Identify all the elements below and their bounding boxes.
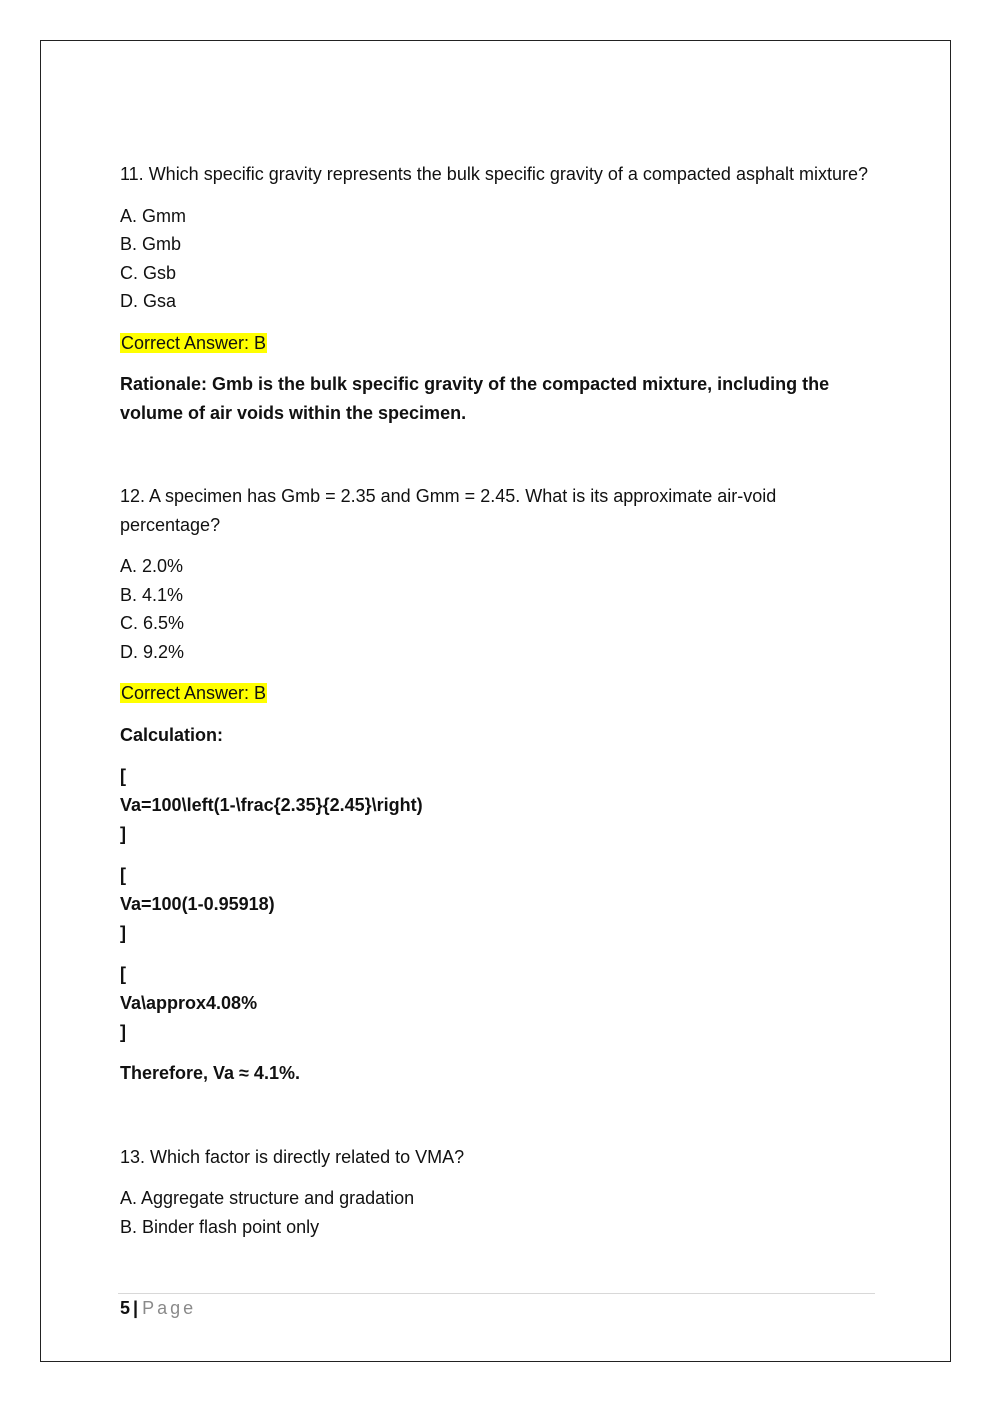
question-text: 13. Which factor is directly related to VMA? [120, 1146, 465, 1167]
option-a: A. Gmm [120, 205, 186, 226]
correct-answer [120, 329, 880, 358]
option-a: A. Aggregate structure and gradation [120, 1188, 415, 1208]
option-c: C. 6.5% [120, 613, 185, 633]
page-label: Page [142, 1298, 197, 1318]
page-number: 5 [120, 1298, 131, 1318]
option-list [120, 1184, 880, 1241]
option-d: D. Gsa [120, 291, 177, 311]
bracket-open: [ [120, 766, 126, 786]
document-body [120, 160, 880, 1254]
bracket-open: [ [120, 865, 126, 885]
option-a: A. 2.0% [120, 556, 184, 576]
question-11 [120, 160, 880, 427]
calculation-heading: Calculation: [120, 724, 224, 745]
footer-separator: | [133, 1298, 139, 1318]
option-b: B. 4.1% [120, 584, 184, 605]
option-b: B. Binder flash point only [120, 1216, 320, 1237]
question-12 [120, 482, 880, 1088]
option-list [120, 552, 880, 666]
option-b: B. Gmb [120, 234, 182, 254]
question-text: 11. Which specific gravity represents the bulk specific gravity of a compacted asphalt mixture? [120, 164, 869, 184]
correct-answer [120, 679, 880, 708]
spacer [120, 440, 880, 482]
option-d: D. 9.2% [120, 641, 185, 662]
calculation-step-2 [120, 861, 880, 948]
page-footer [120, 1296, 196, 1320]
equation: Va=100(1-0.95918) [120, 894, 275, 914]
bracket-open: [ [120, 964, 126, 984]
equation: Va=100\left(1-\frac{2.35}{2.45}\right) [120, 795, 423, 815]
footer-rule [118, 1293, 875, 1294]
bracket-close: ] [120, 824, 126, 844]
calculation-step-1 [120, 762, 880, 849]
rationale: Rationale: Gmb is the bulk specific gravity of the compacted mixture, including the volume of air voids within the specimen. [120, 374, 830, 423]
answer-highlight: Correct Answer: B [121, 332, 267, 353]
equation: Va\approx4.08% [120, 993, 258, 1013]
calculation-step-3 [120, 960, 880, 1047]
answer-highlight: Correct Answer: B [121, 683, 267, 703]
spacer [120, 1088, 880, 1143]
bracket-close: ] [120, 1022, 126, 1042]
option-list [120, 202, 880, 316]
bracket-close: ] [120, 923, 126, 943]
question-text: 12. A specimen has Gmb = 2.35 and Gmm = 2.45. What is its approximate air-void percentage? [120, 486, 777, 535]
calculation-conclusion: Therefore, Va ≈ 4.1%. [120, 1063, 300, 1083]
option-c: C. Gsb [120, 262, 177, 283]
question-13 [120, 1143, 880, 1242]
